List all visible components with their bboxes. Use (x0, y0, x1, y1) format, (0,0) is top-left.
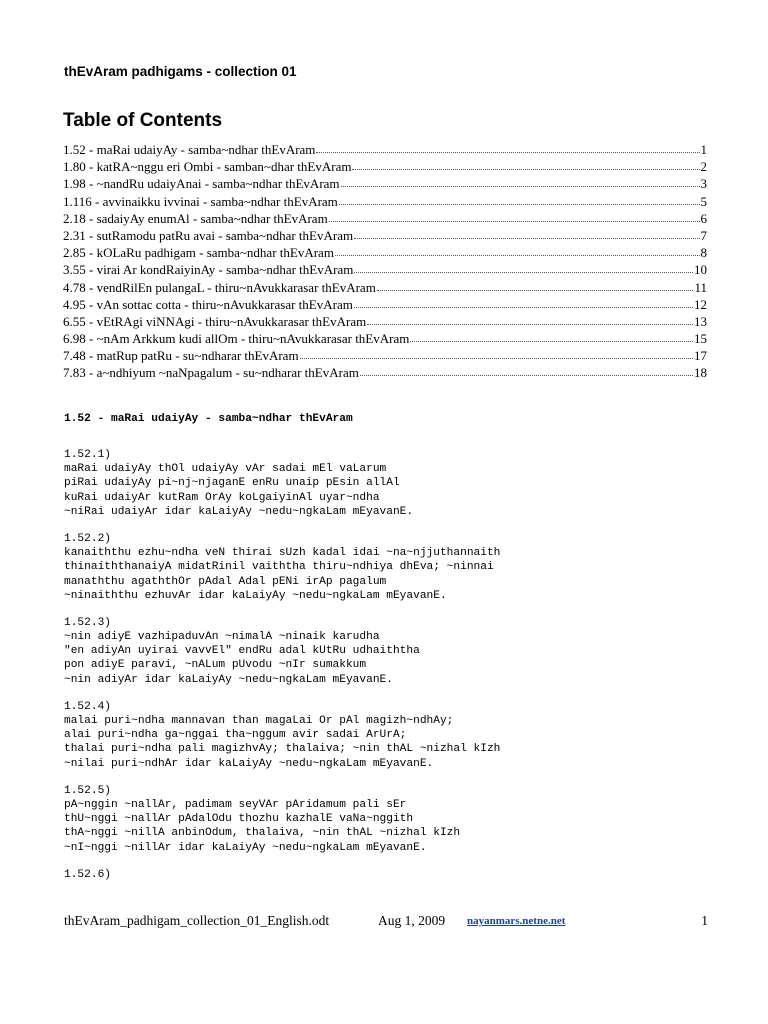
toc-entry-page: 3 (700, 176, 707, 192)
toc-entry[interactable] (63, 244, 707, 261)
verse (64, 700, 724, 771)
toc-entry[interactable] (63, 347, 707, 364)
verse-number: 1.52.2) (64, 532, 111, 545)
toc-entry-page: 11 (694, 279, 707, 295)
footer-filename: thEvAram_padhigam_collection_01_English.odt (64, 913, 330, 928)
verse-number: 1.52.3) (64, 616, 111, 629)
toc-entry-title: 6.98 - ~nAm Arkkum kudi allOm - thiru~nAvukkarasar thEvAram (63, 331, 410, 347)
verse-number: 1.52.5) (64, 784, 111, 797)
verse (64, 616, 724, 687)
toc-dot-leader (410, 330, 693, 342)
verse-line: thalai puri~ndha pali magizhvAy; thalaiva; ~nin thAL ~nizhal kIzh (64, 743, 501, 756)
toc-entry[interactable] (63, 227, 707, 244)
verse (64, 532, 724, 603)
verse-line: pA~nggin ~nallAr, padimam seyVAr pAridamum pali sEr (64, 798, 407, 811)
footer-page-number: 1 (701, 913, 708, 928)
verse-number: 1.52.1) (64, 449, 111, 461)
toc-entry-page: 12 (694, 296, 707, 312)
toc-dot-leader (300, 347, 693, 359)
toc-entry[interactable] (63, 158, 707, 175)
verse-line: maRai udaiyAy thOl udaiyAy vAr sadai mEl vaLarum (64, 463, 387, 476)
toc-dot-leader (354, 261, 693, 273)
verse-line: ~nin adiyE vazhipaduvAn ~nimalA ~ninaik karudha (64, 631, 380, 644)
toc-entry[interactable] (63, 210, 707, 227)
verse-line: thA~nggi ~nillA anbinOdum, thalaiva, ~nin thAL ~nizhal kIzh (64, 827, 461, 840)
toc-entry-title: 1.52 - maRai udaiyAy - samba~ndhar thEvAram (63, 142, 316, 157)
toc-dot-leader (377, 279, 694, 291)
verse (64, 868, 724, 882)
toc-entry[interactable] (63, 296, 707, 313)
verse (64, 448, 724, 519)
toc-dot-leader (354, 227, 699, 239)
toc-entry[interactable] (63, 313, 707, 330)
toc-entry-page: 1 (700, 142, 707, 157)
toc-entry-page: 8 (700, 245, 707, 261)
verse-line: piRai udaiyAy pi~nj~njaganE enRu unaip pEsin allAl (64, 477, 400, 490)
verse-line: ~ninaiththu ezhuvAr idar kaLaiyAy ~nedu~ngkaLam mEyavanE. (64, 589, 447, 602)
toc-entry[interactable] (63, 175, 707, 192)
toc-dot-leader (339, 193, 700, 205)
toc-dot-leader (329, 210, 700, 222)
toc-entry[interactable] (63, 330, 707, 347)
verse-line: ~nin adiyAr idar kaLaiyAy ~nedu~ngkaLam mEyavanE. (64, 673, 393, 686)
toc-entry-title: 7.48 - matRup patRu - su~ndharar thEvAram (63, 348, 299, 364)
section-heading: 1.52 - maRai udaiyAy - samba~ndhar thEvAram (64, 413, 353, 425)
toc-dot-leader (335, 244, 700, 256)
verse-line: thU~nggi ~nallAr pAdalOdu thozhu kazhalE vaNa~nggith (64, 813, 414, 826)
verse-line: ~nilai puri~ndhAr idar kaLaiyAy ~nedu~ngkaLam mEyavanE. (64, 757, 434, 770)
verse (64, 784, 724, 855)
toc-entry-title: 1.98 - ~nandRu udaiyAnai - samba~ndhar thEvAram (63, 176, 340, 192)
verses-body (64, 448, 724, 895)
toc-entry-page: 10 (694, 262, 707, 278)
verse-line: pon adiyE paravi, ~nALum pUvodu ~nIr sumakkum (64, 659, 367, 672)
toc-entry-title: 2.31 - sutRamodu patRu avai - samba~ndhar thEvAram (63, 227, 354, 243)
toc-title: Table of Contents (63, 110, 223, 131)
toc-entry-title: 1.80 - katRA~nggu eri Ombi - samban~dhar thEvAram (63, 159, 352, 175)
toc-entry-title: 3.55 - virai Ar kondRaiyinAy - samba~ndhar thEvAram (63, 262, 354, 278)
toc-entry-title: 2.18 - sadaiyAy enumAl - samba~ndhar thEvAram (63, 210, 328, 226)
toc-dot-leader (352, 158, 699, 170)
footer-website-link[interactable]: nayanmars.netne.net (467, 915, 566, 927)
verse-line: manaththu agaththOr pAdal Adal pENi irAp pagalum (64, 575, 387, 588)
toc-entry-page: 2 (700, 159, 707, 175)
verse-line: "en adiyAn uyirai vavvEl" endRu adal kUtRu udhaiththa (64, 645, 420, 658)
toc-entry-title: 4.95 - vAn sottac cotta - thiru~nAvukkarasar thEvAram (63, 296, 353, 312)
toc-dot-leader (341, 175, 700, 187)
table-of-contents (63, 141, 707, 382)
toc-entry[interactable] (63, 141, 707, 158)
toc-entry-page: 13 (694, 313, 707, 329)
footer-date: Aug 1, 2009 (378, 913, 446, 928)
toc-entry-title: 2.85 - kOLaRu padhigam - samba~ndhar thEvAram (63, 245, 334, 261)
toc-entry[interactable] (63, 193, 707, 210)
document-header: thEvAram padhigams - collection 01 (64, 64, 297, 79)
toc-dot-leader (360, 364, 693, 376)
page-footer (64, 913, 708, 933)
verse-line: kanaiththu ezhu~ndha veN thirai sUzh kadal idai ~na~njjuthannaith (64, 547, 501, 560)
toc-entry-page: 6 (700, 210, 707, 226)
verse-number: 1.52.6) (64, 868, 111, 881)
toc-entry-title: 6.55 - vEtRAgi viNNAgi - thiru~nAvukkarasar thEvAram (63, 313, 367, 329)
toc-entry-page: 17 (694, 348, 707, 364)
toc-dot-leader (367, 313, 693, 325)
toc-entry[interactable] (63, 279, 707, 296)
toc-entry-title: 1.116 - avvinaikku ivvinai - samba~ndhar thEvAram (63, 193, 338, 209)
verse-line: alai puri~ndha ga~nggai tha~nggum avir sadai ArUrA; (64, 729, 407, 742)
toc-entry-page: 5 (700, 193, 707, 209)
toc-entry-title: 7.83 - a~ndhiyum ~naNpagalum - su~ndharar thEvAram (63, 365, 359, 381)
toc-entry-page: 7 (700, 227, 707, 243)
verse-line: thinaiththanaiyA midatRinil vaiththa thiru~ndhiya dhEva; ~ninnai (64, 561, 494, 574)
toc-entry[interactable] (63, 261, 707, 278)
toc-dot-leader (354, 296, 693, 308)
toc-entry-title: 4.78 - vendRilEn pulangaL - thiru~nAvukkarasar thEvAram (63, 279, 376, 295)
toc-entry-page: 15 (694, 331, 707, 347)
verse-line: malai puri~ndha mannavan than magaLai Or pAl magizh~ndhAy; (64, 715, 454, 727)
verse-line: ~niRai udaiyAr idar kaLaiyAy ~nedu~ngkaLam mEyavanE. (64, 505, 414, 518)
toc-dot-leader (316, 141, 699, 153)
verse-number: 1.52.4) (64, 700, 111, 713)
toc-entry-page: 18 (694, 365, 707, 381)
verse-line: ~nI~nggi ~nillAr idar kaLaiyAy ~nedu~ngkaLam mEyavanE. (64, 841, 427, 854)
toc-entry[interactable] (63, 364, 707, 381)
verse-line: kuRai udaiyAr kutRam OrAy koLgaiyinAl uyar~ndha (64, 491, 380, 504)
